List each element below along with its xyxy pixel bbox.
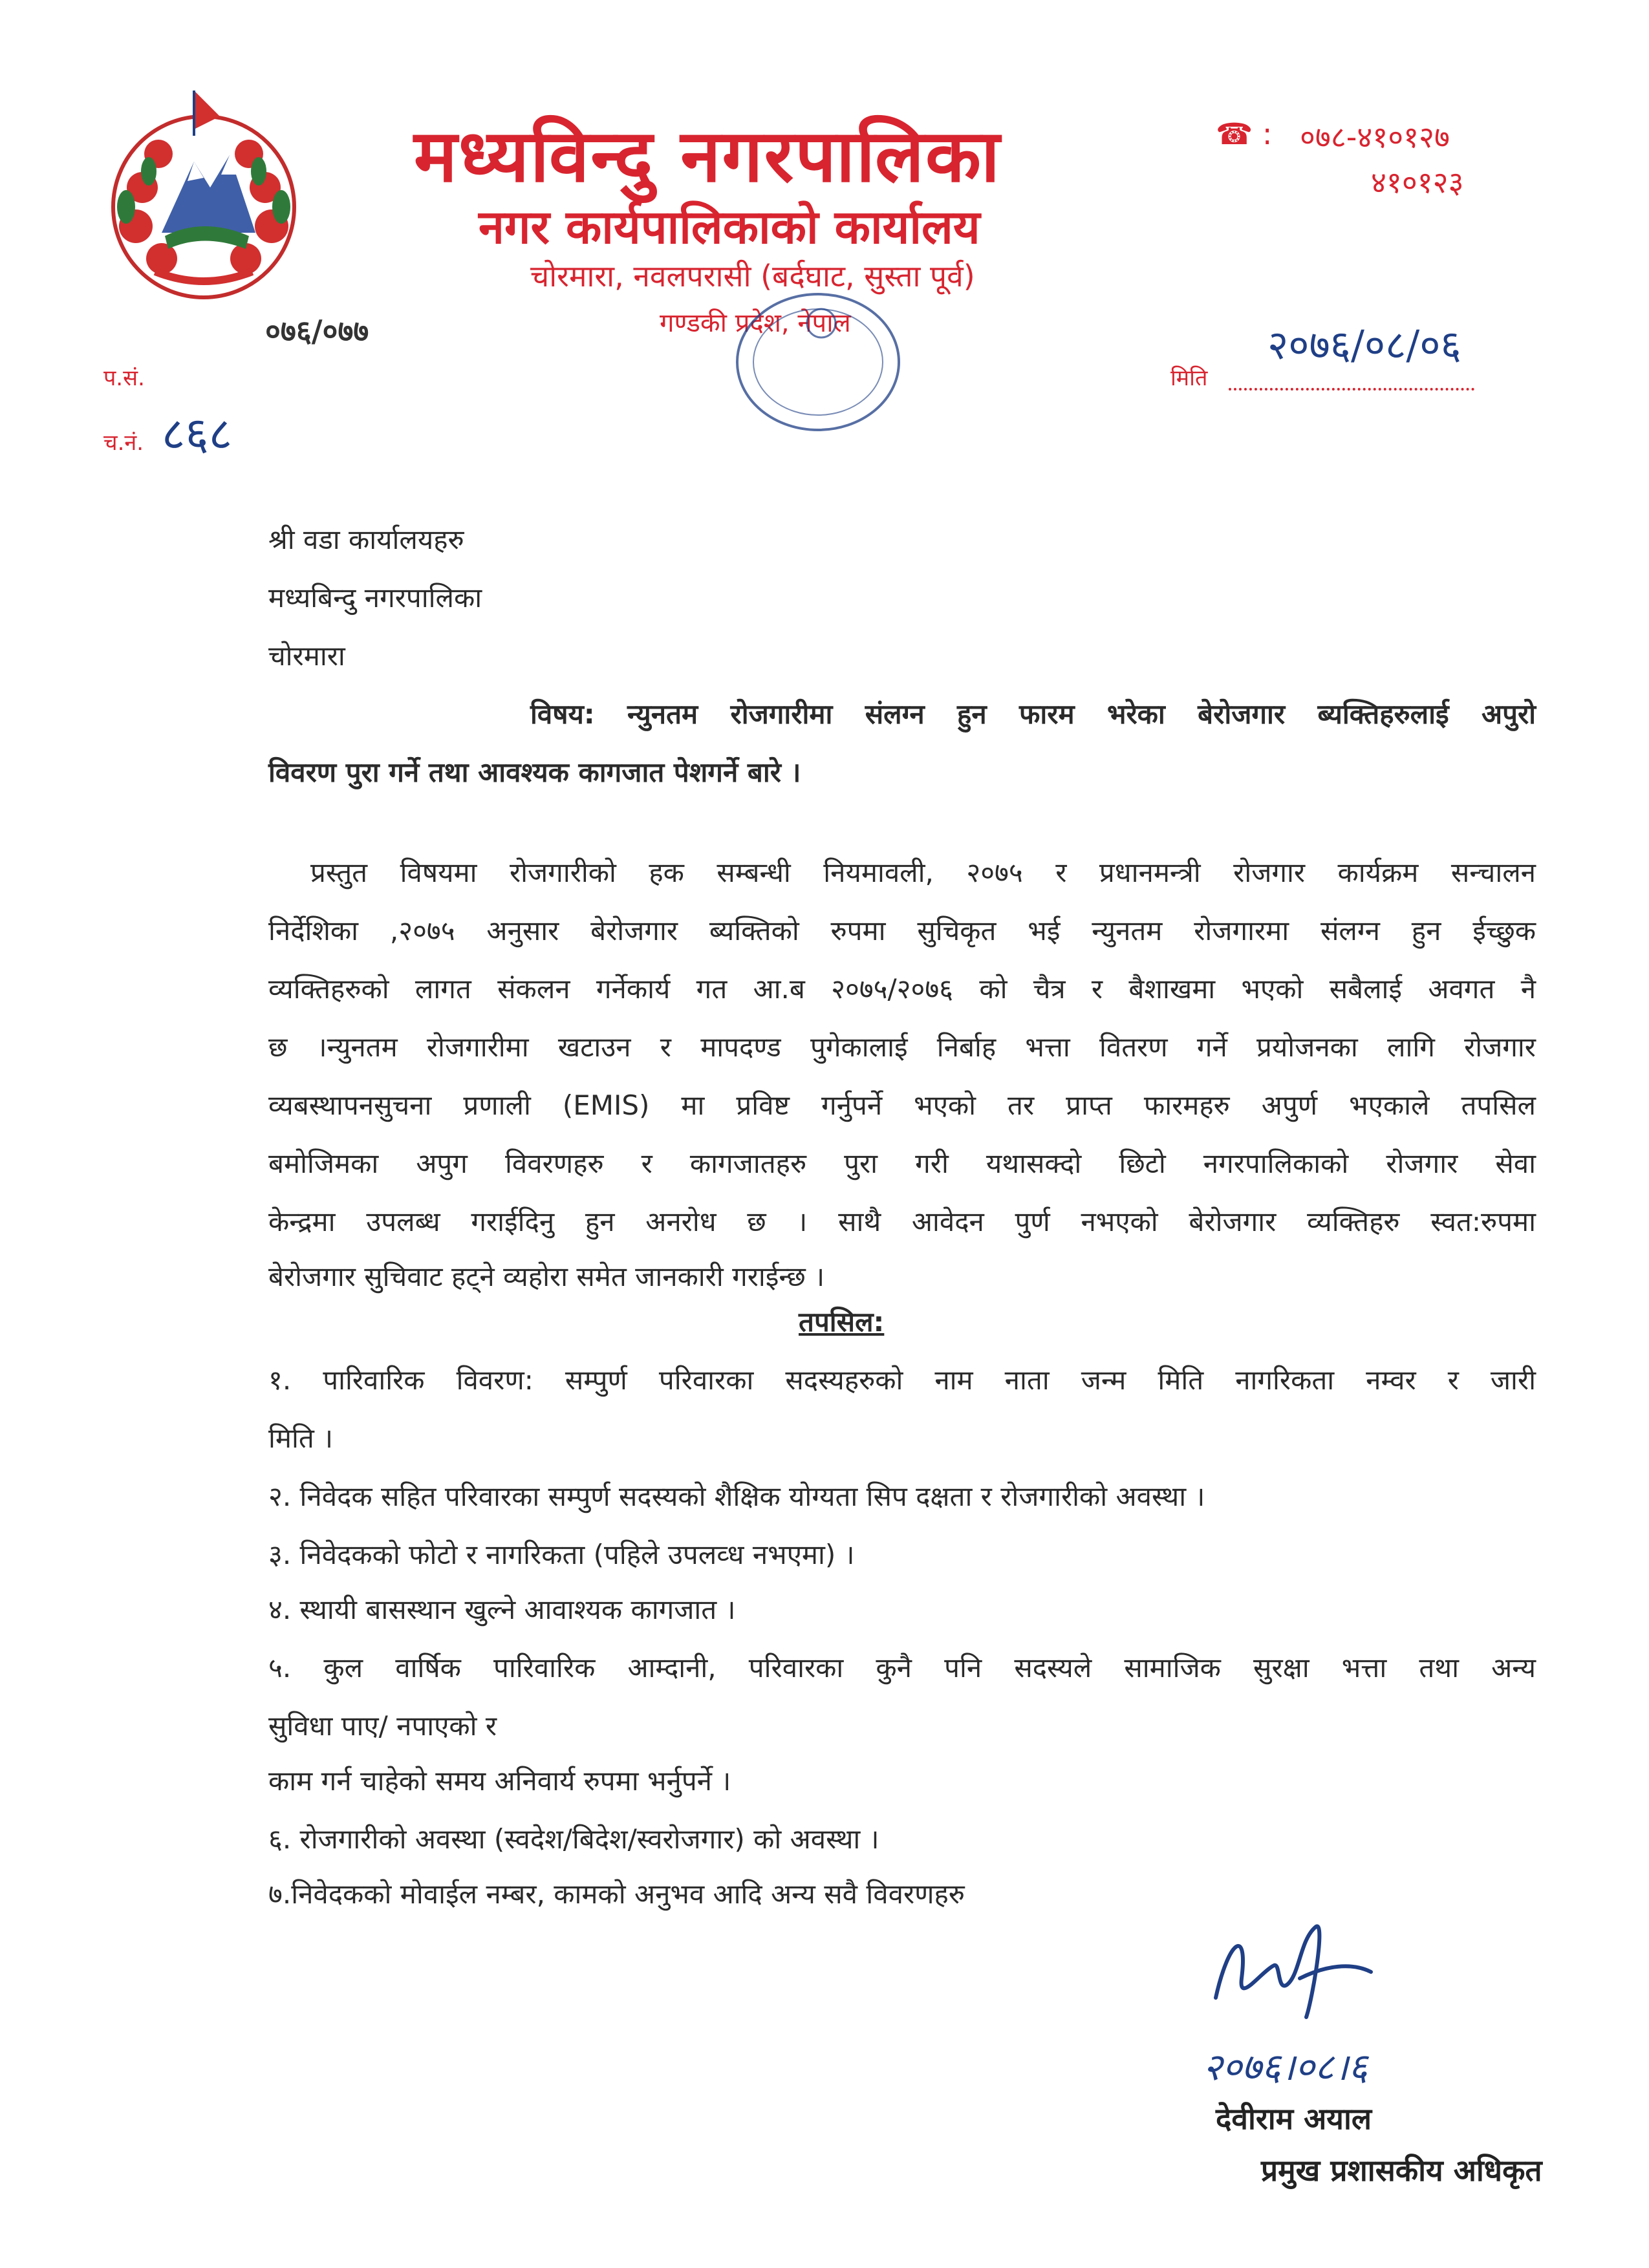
- body-line-3: व्यक्तिहरुको लागत संकलन गर्नेकार्य गत आ.ब २०७५/२०७६ को चैत्र र बैशाखमा भएको सबैलाई अवगत नै: [268, 973, 1536, 1005]
- body-line-5: व्यबस्थापनसुचना प्रणाली (EMIS) मा प्रविष्ट गर्नुपर्ने भएको तर प्राप्त फारमहरु अपुर्ण भएकाले तपसिल: [268, 1089, 1536, 1121]
- list-line-7: सुविधा पाए/ नपाएको र: [268, 1710, 497, 1742]
- handwritten-signature: [1203, 1901, 1384, 2030]
- date-dotted-line: [1229, 388, 1474, 390]
- office-name: मध्यविन्दु नगरपालिका: [414, 114, 1002, 198]
- signatory-title: प्रमुख प्रशासकीय अधिकृत: [1261, 2153, 1542, 2188]
- list-line-4: ३. निवेदकको फोटो र नागरिकता (पहिले उपलव्ध नभएमा) ।: [268, 1539, 855, 1570]
- body-line-7: केन्द्रमा उपलब्ध गराईदिनु हुन अनरोध छ । साथै आवेदन पुर्ण नभएको बेरोजगार व्यक्तिहरु स्वत:रुपमा: [268, 1206, 1536, 1237]
- office-address: चोरमारा, नवलपरासी (बर्दघाट, सुस्ता पूर्व): [530, 259, 975, 294]
- body-line-2: निर्देशिका ,२०७५ अनुसार बेरोजगार ब्यक्तिको रुपमा सुचिकृत भई न्युनतम रोजगारमा संलग्न हुन ईच्छुक: [268, 915, 1536, 947]
- recipient-line-1: श्री वडा कार्यालयहरु: [268, 524, 464, 555]
- subject-line-1: विषय: न्युनतम रोजगारीमा संलग्न हुन फारम भरेका बेरोजगार ब्यक्तिहरुलाई अपुरो: [530, 698, 1536, 730]
- tapsil-heading: तपसिल:: [799, 1306, 885, 1338]
- list-line-2: मिति ।: [268, 1422, 334, 1454]
- list-line-5: ४. स्थायी बासस्थान खुल्ने आवाश्यक कागजात ।: [268, 1594, 736, 1625]
- body-line-8: बेरोजगार सुचिवाट हट्ने व्यहोरा समेत जानकारी गराईन्छ ।: [268, 1261, 825, 1292]
- list-line-8: काम गर्न चाहेको समय अनिवार्य रुपमा भर्नुपर्ने ।: [268, 1765, 731, 1797]
- list-line-3: २. निवेदक सहित परिवारका सम्पुर्ण सदस्यको शैक्षिक योग्यता सिप दक्षता र रोजगारीको अवस्था ।: [268, 1481, 1205, 1512]
- recipient-line-2: मध्यबिन्दु नगरपालिका: [268, 582, 482, 614]
- date-label: मिति: [1170, 365, 1208, 391]
- office-province: गण्डकी प्रदेश, नेपाल: [660, 308, 851, 338]
- office-subtitle: नगर कार्यपालिकाको कार्यालय: [479, 200, 980, 254]
- body-line-4: छ ।न्युनतम रोजगारीमा खटाउन र मापदण्ड पुगेकालाई निर्बाह भत्ता वितरण गर्ने प्रयोजनका लागि रोजगार: [268, 1031, 1536, 1063]
- telephone-icon: ☎ :: [1216, 116, 1273, 151]
- phone-number-1: ०७८-४१०१२७: [1300, 120, 1450, 155]
- dispatch-number: ८६८: [162, 407, 233, 460]
- signatory-name: देवीराम अयाल: [1216, 2101, 1372, 2136]
- nepal-emblem: [97, 78, 310, 310]
- office-stamp: [724, 284, 912, 440]
- signature-date: २०७६।०८।६: [1203, 2045, 1368, 2089]
- dispatch-label: च.नं.: [103, 430, 144, 456]
- list-line-1: १. पारिवारिक विवरण: सम्पुर्ण परिवारका सदस्यहरुको नाम नाता जन्म मिति नागरिकता नम्वर र जारी: [268, 1364, 1536, 1396]
- body-line-1: प्रस्तुत विषयमा रोजगारीको हक सम्बन्धी नियमावली, २०७५ र प्रधानमन्त्री रोजगार कार्यक्रम सन्चालन: [310, 857, 1536, 888]
- list-line-6: ५. कुल वार्षिक पारिवारिक आम्दानी, परिवारका कुनै पनि सदस्यले सामाजिक सुरक्षा भत्ता तथा अन्य: [268, 1652, 1536, 1684]
- fiscal-year: ०७६/०७७: [265, 314, 369, 348]
- body-line-6: बमोजिमका अपुग विवरणहरु र कागजातहरु पुरा गरी यथासक्दो छिटो नगरपालिकाको रोजगार सेवा: [268, 1148, 1536, 1179]
- subject-line-2: विवरण पुरा गर्ने तथा आवश्यक कागजात पेशगर्ने बारे ।: [268, 756, 801, 788]
- date-value: २०७६/०८/०६: [1267, 321, 1461, 369]
- phone-number-2: ४१०१२३: [1371, 165, 1464, 200]
- list-line-9: ६. रोजगारीको अवस्था (स्वदेश/बिदेश/स्वरोजगार) को अवस्था ।: [268, 1823, 879, 1855]
- recipient-line-3: चोरमारा: [268, 640, 345, 672]
- list-line-10: ७.निवेदकको मोवाईल नम्बर, कामको अनुभव आदि अन्य सवै विवरणहरु: [268, 1878, 965, 1910]
- reference-label: प.सं.: [103, 365, 145, 391]
